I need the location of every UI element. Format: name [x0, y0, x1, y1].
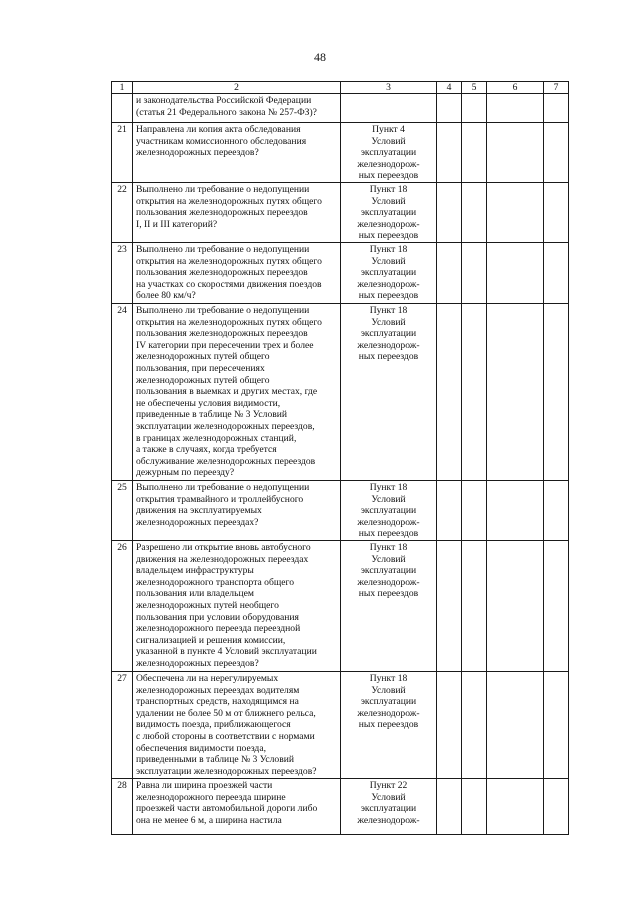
row-number: 24 — [112, 304, 133, 481]
answer-cell-7[interactable] — [544, 541, 569, 672]
header-col-2: 2 — [133, 82, 341, 94]
answer-cell-6[interactable] — [487, 672, 544, 779]
answer-cell-6[interactable] — [487, 94, 544, 123]
answer-cell-4[interactable] — [437, 183, 462, 243]
answer-cell-5[interactable] — [462, 94, 487, 123]
table-row — [112, 481, 569, 541]
table-row — [112, 243, 569, 304]
answer-cell-7[interactable] — [544, 672, 569, 779]
answer-cell-7[interactable] — [544, 183, 569, 243]
answer-cell-6[interactable] — [487, 123, 544, 183]
answer-cell-6[interactable] — [487, 183, 544, 243]
answer-cell-5[interactable] — [462, 183, 487, 243]
row-question: Равна ли ширина проезжей части железнодорожного переезда ширине проезжей части автомобильной дороги либо она не менее 6 м, а ширина настила — [133, 779, 341, 835]
answer-cell-4[interactable] — [437, 672, 462, 779]
answer-cell-7[interactable] — [544, 94, 569, 123]
answer-cell-7[interactable] — [544, 481, 569, 541]
checklist-table — [111, 81, 569, 835]
row-reference: Пункт 18 Условий эксплуатации железнодорож- ных переездов — [341, 481, 437, 541]
answer-cell-6[interactable] — [487, 541, 544, 672]
table-row — [112, 304, 569, 481]
row-number: 21 — [112, 123, 133, 183]
answer-cell-5[interactable] — [462, 779, 487, 835]
row-number: 28 — [112, 779, 133, 835]
header-col-5: 5 — [462, 82, 487, 94]
row-number: 26 — [112, 541, 133, 672]
header-col-7: 7 — [544, 82, 569, 94]
header-col-3: 3 — [341, 82, 437, 94]
answer-cell-4[interactable] — [437, 243, 462, 304]
row-question: Обеспечена ли на нерегулируемых железнодорожных переездах водителям транспортных средств, находящимся на удалении не более 50 м от ближнего рельса, видимость поезда, приближающегося с любой стороны в соответствии с нормами обеспечения видимости поезда, приведенными в таблице № 3 Условий эксплуатации железнодорожных переездов? — [133, 672, 341, 779]
row-reference: Пункт 22 Условий эксплуатации железнодорож- — [341, 779, 437, 835]
answer-cell-4[interactable] — [437, 481, 462, 541]
table-row — [112, 779, 569, 835]
table-row — [112, 94, 569, 123]
row-question: Выполнено ли требование о недопущении открытия трамвайного и троллейбусного движения на эксплуатируемых железнодорожных переездах? — [133, 481, 341, 541]
row-reference: Пункт 18 Условий эксплуатации железнодорож- ных переездов — [341, 243, 437, 304]
row-question: Направлена ли копия акта обследования участникам комиссионного обследования железнодорожных переездов? — [133, 123, 341, 183]
answer-cell-5[interactable] — [462, 541, 487, 672]
answer-cell-4[interactable] — [437, 304, 462, 481]
row-number: 25 — [112, 481, 133, 541]
row-number: 22 — [112, 183, 133, 243]
row-question: Выполнено ли требование о недопущении открытия на железнодорожных путях общего пользования железнодорожных переездов IV категории при пересечении трех и более железнодорожных путей общего пользования, при пересечениях железнодорожных путей общего пользования в выемках и других местах, где не обеспечены условия видимости, приведенные в таблице № 3 Условий эксплуатации железнодорожных переездов, в границах железнодорожных станций, а также в случаях, когда требуется обслуживание железнодорожных переездов дежурным по переезду? — [133, 304, 341, 481]
header-col-6: 6 — [487, 82, 544, 94]
answer-cell-4[interactable] — [437, 541, 462, 672]
answer-cell-7[interactable] — [544, 304, 569, 481]
answer-cell-7[interactable] — [544, 123, 569, 183]
row-number: 23 — [112, 243, 133, 304]
row-question: Выполнено ли требование о недопущении открытия на железнодорожных путях общего пользования железнодорожных переездов I, II и III категорий? — [133, 183, 341, 243]
row-reference: Пункт 18 Условий эксплуатации железнодорож- ных переездов — [341, 304, 437, 481]
answer-cell-5[interactable] — [462, 304, 487, 481]
table-row — [112, 183, 569, 243]
row-reference: Пункт 18 Условий эксплуатации железнодорож- ных переездов — [341, 183, 437, 243]
header-col-4: 4 — [437, 82, 462, 94]
page-number: 48 — [314, 50, 326, 64]
answer-cell-7[interactable] — [544, 243, 569, 304]
answer-cell-4[interactable] — [437, 94, 462, 123]
row-number — [112, 94, 133, 123]
table-row — [112, 541, 569, 672]
answer-cell-4[interactable] — [437, 779, 462, 835]
answer-cell-5[interactable] — [462, 481, 487, 541]
row-reference — [341, 94, 437, 123]
table-row — [112, 123, 569, 183]
row-number: 27 — [112, 672, 133, 779]
header-col-1: 1 — [112, 82, 133, 94]
answer-cell-6[interactable] — [487, 304, 544, 481]
row-question: Выполнено ли требование о недопущении открытия на железнодорожных путях общего пользования железнодорожных переездов на участках со скоростями движения поездов более 80 км/ч? — [133, 243, 341, 304]
row-reference: Пункт 18 Условий эксплуатации железнодорож- ных переездов — [341, 541, 437, 672]
row-question: Разрешено ли открытие вновь автобусного движения на железнодорожных переездах владельцем инфраструктуры железнодорожного транспорта общего пользования или владельцем железнодорожных путей необщего пользования при условии оборудования железнодорожного переезда переездной сигнализацией и решения комиссии, указанной в пункте 4 Условий эксплуатации железнодорожных переездов? — [133, 541, 341, 672]
answer-cell-5[interactable] — [462, 243, 487, 304]
table-row — [112, 672, 569, 779]
answer-cell-5[interactable] — [462, 672, 487, 779]
answer-cell-4[interactable] — [437, 123, 462, 183]
answer-cell-6[interactable] — [487, 779, 544, 835]
answer-cell-6[interactable] — [487, 243, 544, 304]
table-header-row — [112, 82, 569, 94]
answer-cell-7[interactable] — [544, 779, 569, 835]
row-reference: Пункт 4 Условий эксплуатации железнодорож- ных переездов — [341, 123, 437, 183]
row-question: и законодательства Российской Федерации (статья 21 Федерального закона № 257-ФЗ)? — [133, 94, 341, 123]
answer-cell-6[interactable] — [487, 481, 544, 541]
row-reference: Пункт 18 Условий эксплуатации железнодорож- ных переездов — [341, 672, 437, 779]
answer-cell-5[interactable] — [462, 123, 487, 183]
